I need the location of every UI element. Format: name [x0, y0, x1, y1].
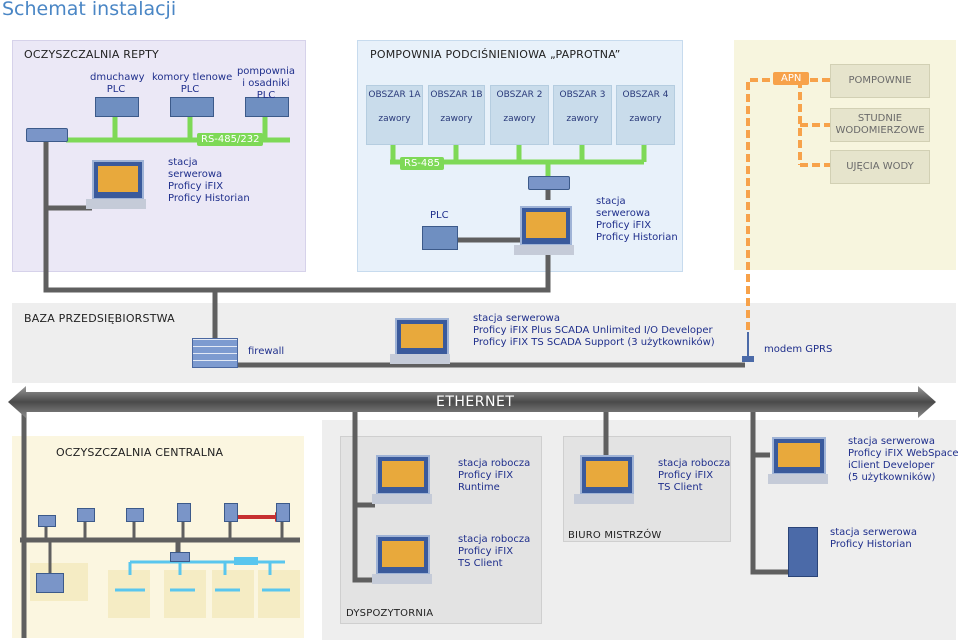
- rs485-232-tag: RS-485/232: [197, 133, 263, 146]
- heading-biuro: BIURO MISTRZÓW: [568, 530, 662, 541]
- label-firewall: firewall: [248, 346, 285, 357]
- computer-icon: [395, 318, 449, 356]
- converter-icon: [234, 557, 258, 565]
- computer-icon: [580, 455, 634, 495]
- plc-device-icon: [95, 97, 139, 117]
- label-plc: PLC: [430, 210, 449, 221]
- area-cell: OBSZAR 2 zawory: [490, 85, 549, 145]
- remote-studnie: STUDNIE WODOMIERZOWE: [830, 108, 930, 142]
- network-switch-icon: [528, 176, 570, 190]
- computer-icon: [92, 160, 144, 200]
- page-title: Schemat instalacji: [2, 0, 177, 20]
- heading-repty: OCZYSZCZALNIA REPTY: [24, 48, 159, 61]
- plc-device-icon: [422, 226, 458, 250]
- pc-icon: [38, 515, 56, 527]
- label-repty-server: stacja serwerowa Proficy iFIX Proficy Historian: [168, 157, 250, 204]
- keyboard-icon: [372, 574, 432, 584]
- label-modem: modem GPRS: [764, 344, 833, 355]
- heading-paprotna: POMPOWNIA PODCIŚNIENIOWA „PAPROTNA”: [370, 48, 621, 61]
- ethernet-label: ETHERNET: [436, 394, 515, 410]
- keyboard-icon: [372, 494, 432, 504]
- label-ws-tsclient: stacja robocza Proficy iFIX TS Client: [458, 534, 531, 569]
- computer-icon: [520, 206, 572, 246]
- pc-icon: [126, 508, 144, 522]
- label-baza-server: stacja serwerowa Proficy iFIX Plus SCADA Unlimited I/O Developer Proficy iFIX TS SCADA Support (3 użytkowników): [473, 313, 715, 348]
- label-komory: komory tlenowe PLC: [152, 72, 233, 95]
- plc-device-icon: [170, 97, 214, 117]
- heading-dyspozytornia: DYSPOZYTORNIA: [346, 608, 434, 619]
- server-icon: [177, 503, 191, 522]
- firewall-icon: [192, 338, 238, 368]
- area-cell: OBSZAR 3 zawory: [553, 85, 612, 145]
- label-biuro-ws: stacja robocza Proficy iFIX TS Client: [658, 458, 731, 493]
- label-webspace: stacja serwerowa Proficy iFIX WebSpace iClient Developer (5 użytkowników): [848, 436, 959, 483]
- computer-icon: [376, 455, 430, 495]
- area-cell: OBSZAR 1B zawory: [428, 85, 485, 145]
- antenna-icon: [740, 326, 756, 364]
- server-icon: [224, 503, 238, 522]
- server-icon: [276, 503, 290, 522]
- label-ws-runtime: stacja robocza Proficy iFIX Runtime: [458, 458, 531, 493]
- remote-ujecia: UJĘCIA WODY: [830, 150, 930, 184]
- network-switch-icon: [26, 128, 68, 142]
- keyboard-icon: [574, 494, 634, 504]
- pc-icon: [36, 573, 64, 593]
- remote-pompownie: POMPOWNIE: [830, 64, 930, 98]
- heading-baza: BAZA PRZEDSIĘBIORSTWA: [24, 312, 175, 325]
- computer-icon: [772, 437, 826, 475]
- switch-icon: [170, 552, 190, 562]
- apn-tag: APN: [773, 72, 809, 85]
- server-tower-icon: [788, 527, 818, 577]
- area-cell: OBSZAR 4 zawory: [616, 85, 675, 145]
- label-paprotna-server: stacja serwerowa Proficy iFIX Proficy Historian: [596, 196, 678, 243]
- area-cell: OBSZAR 1A zawory: [366, 85, 423, 145]
- computer-icon: [376, 535, 430, 575]
- keyboard-icon: [390, 354, 450, 364]
- heading-centralna: OCZYSZCZALNIA CENTRALNA: [56, 446, 224, 459]
- label-dmuchawy: dmuchawy PLC: [90, 72, 145, 95]
- label-pompownia: pompownia i osadniki PLC: [236, 66, 296, 101]
- label-historian: stacja serwerowa Proficy Historian: [830, 527, 917, 550]
- keyboard-icon: [514, 245, 574, 255]
- pc-icon: [77, 508, 95, 522]
- keyboard-icon: [86, 199, 146, 209]
- rs485-tag: RS-485: [400, 157, 444, 170]
- keyboard-icon: [768, 474, 828, 484]
